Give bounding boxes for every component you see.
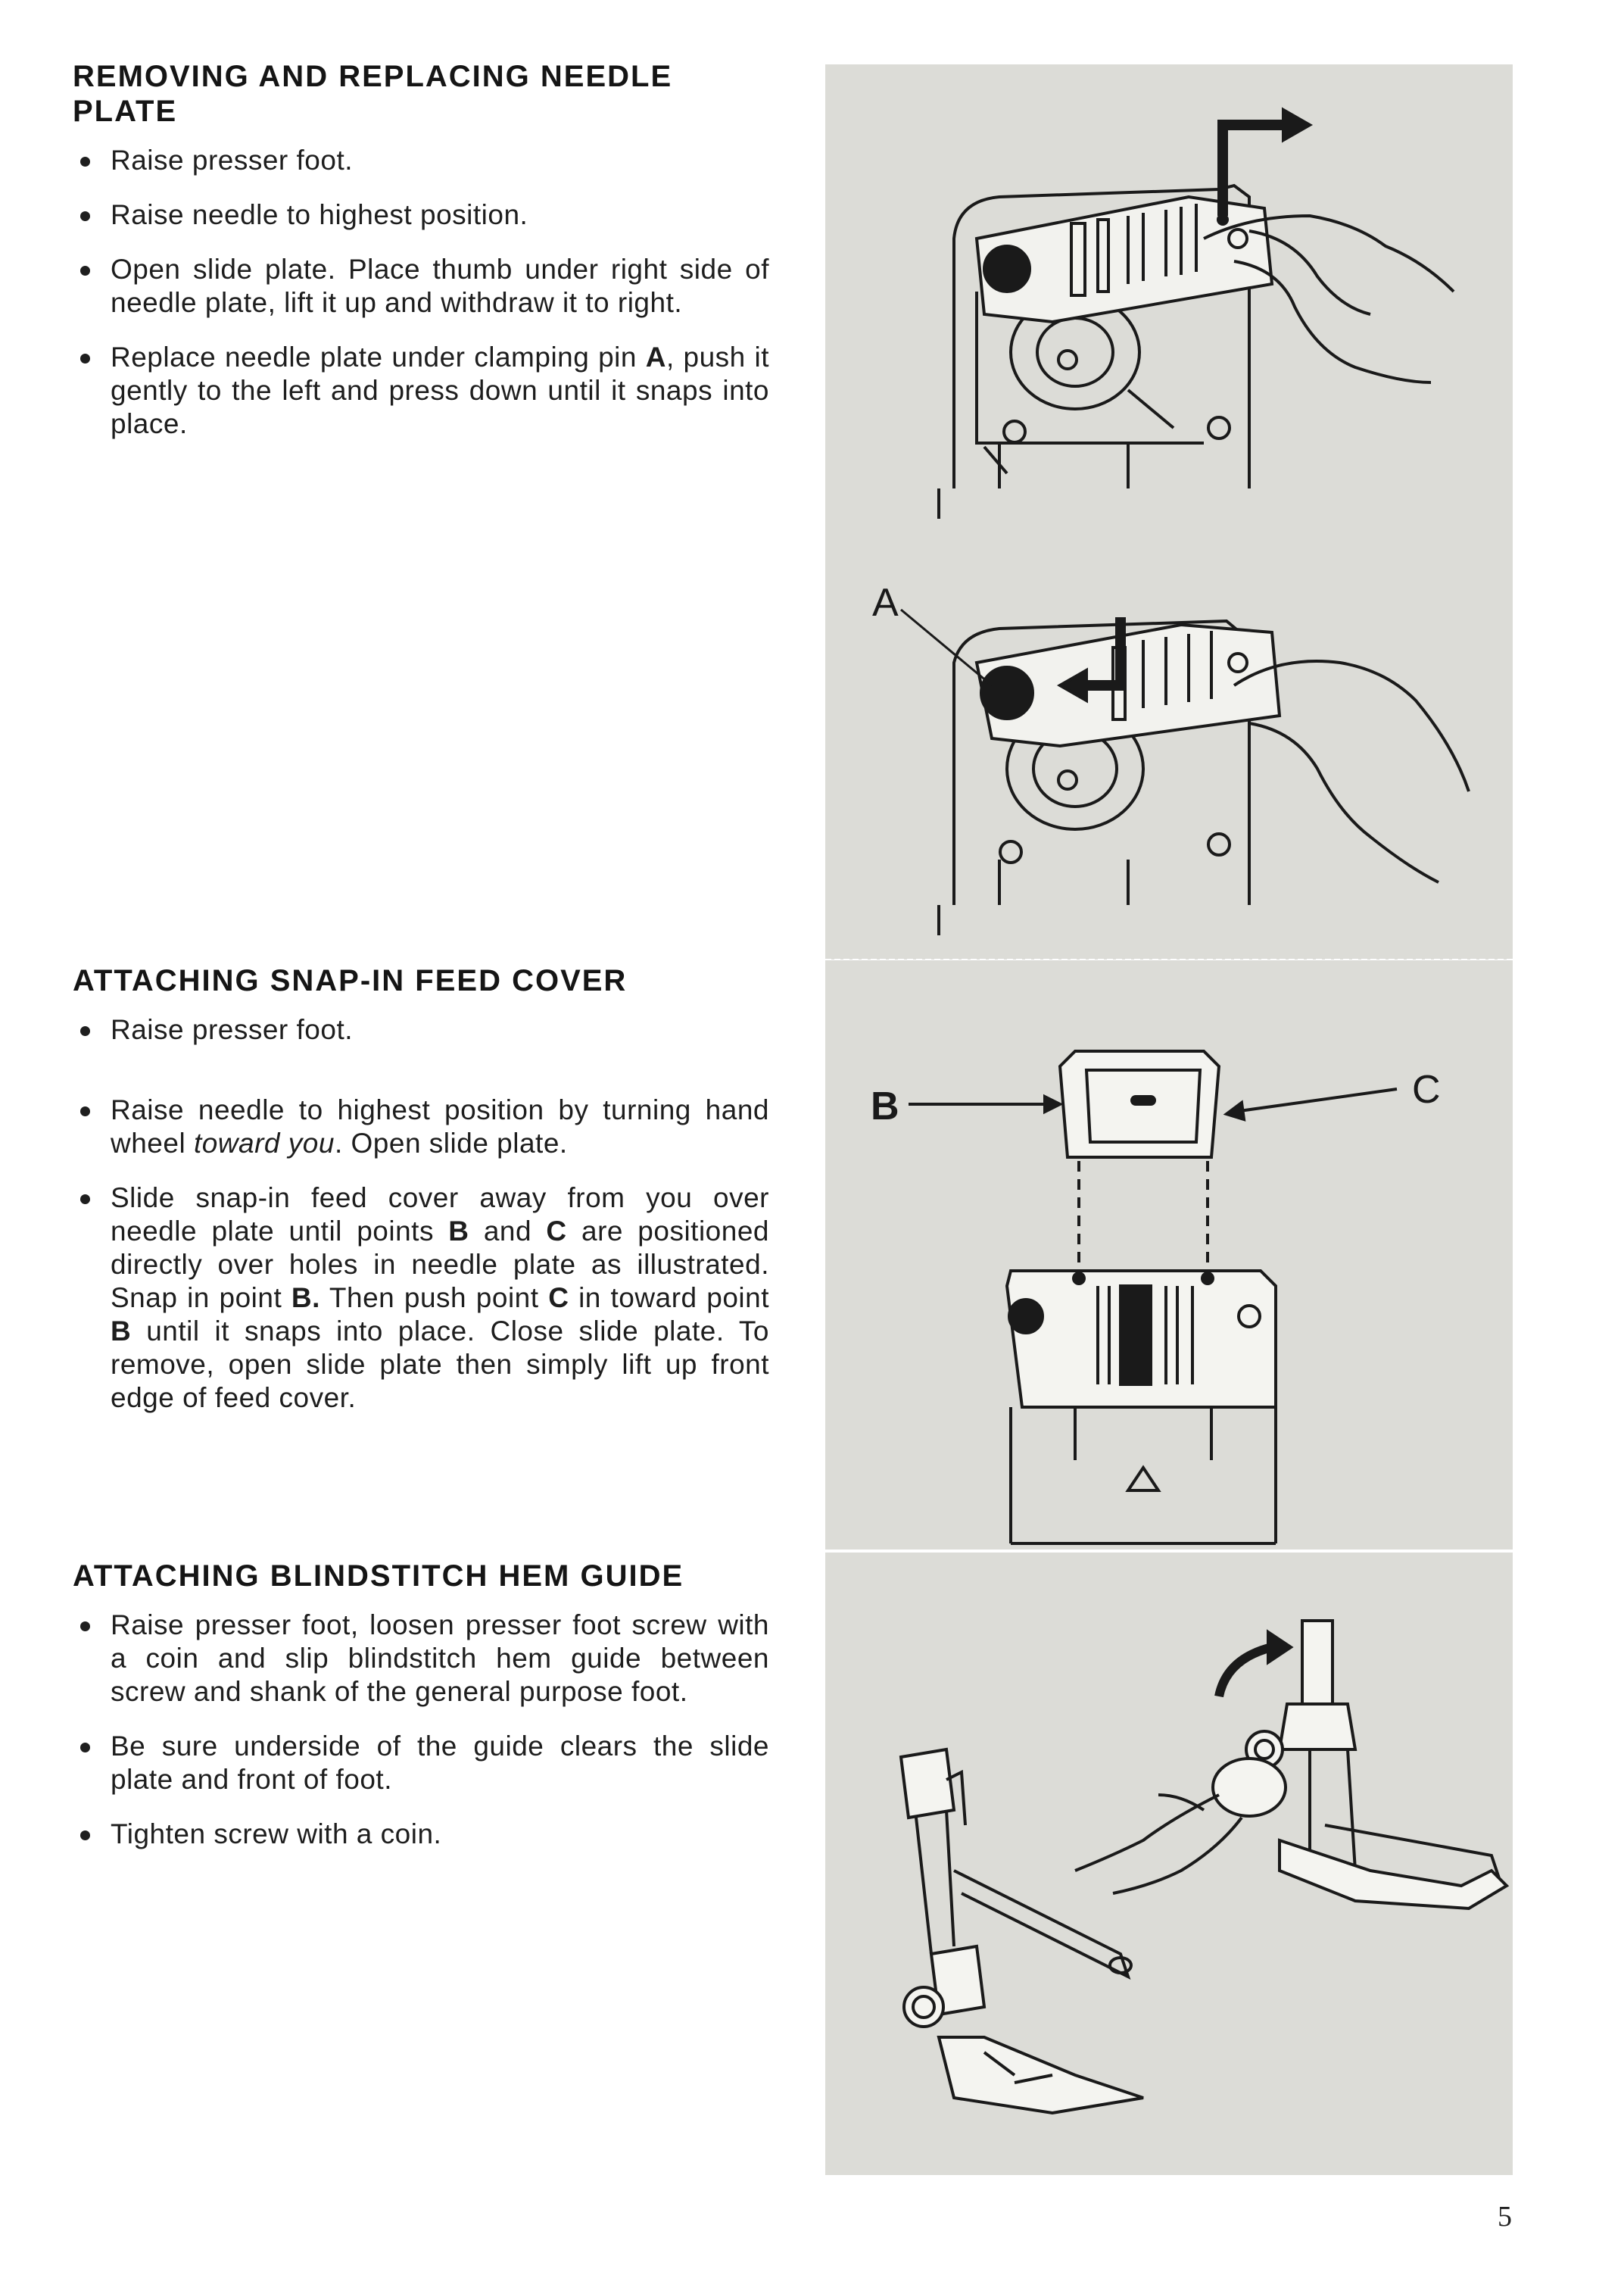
section-title: ATTACHING SNAP-IN FEED COVER: [73, 964, 628, 997]
list-item: Raise needle to highest position by turning hand wheel toward you. Open slide plate.: [73, 1094, 769, 1160]
needle-plate-illustration: [825, 64, 1513, 960]
list-item: Raise presser foot.: [73, 1013, 769, 1047]
list-item: Raise presser foot.: [73, 144, 769, 177]
page-number: 5: [1498, 2201, 1512, 2233]
instruction-list: [73, 1609, 769, 1851]
hem-guide-illustration: [825, 1553, 1513, 2175]
list-item: Open slide plate. Place thumb under right side of needle plate, lift it up and withdraw it to right.: [73, 253, 769, 320]
list-item: Tighten screw with a coin.: [73, 1818, 769, 1851]
label-c: C: [1412, 1068, 1441, 1112]
instruction-list: [73, 1013, 769, 1415]
instruction-list: [73, 144, 769, 441]
needle-plate-drawing: [825, 64, 1513, 960]
list-item: Raise needle to highest position.: [73, 198, 769, 232]
list-item: Slide snap-in feed cover away from you over needle plate until points B and C are positioned directly over holes in needle plate as illustrated. Snap in point B. Then push point C in toward point B until it snaps into place. Close slide plate. To remove, open slide plate then simply lift up front edge of feed cover.: [73, 1181, 769, 1415]
section-needle-plate: [73, 59, 769, 462]
section-hem-guide: [73, 1559, 769, 1872]
section-feed-cover: [73, 963, 769, 1436]
list-item: Raise presser foot, loosen presser foot screw with a coin and slip blindstitch hem guide between screw and shank of the general purpose foot.: [73, 1609, 769, 1709]
feed-cover-drawing: [825, 960, 1513, 1550]
label-b: B: [871, 1085, 899, 1128]
section-title: REMOVING AND REPLACING NEEDLE PLATE: [73, 60, 673, 128]
hem-guide-drawing: [825, 1553, 1513, 2175]
list-item: Replace needle plate under clamping pin A, push it gently to the left and press down until it snaps into place.: [73, 341, 769, 441]
section-title: ATTACHING BLINDSTITCH HEM GUIDE: [73, 1559, 684, 1593]
feed-cover-illustration: [825, 960, 1513, 1550]
list-item: Be sure underside of the guide clears the slide plate and front of foot.: [73, 1730, 769, 1796]
label-a: A: [872, 581, 899, 625]
